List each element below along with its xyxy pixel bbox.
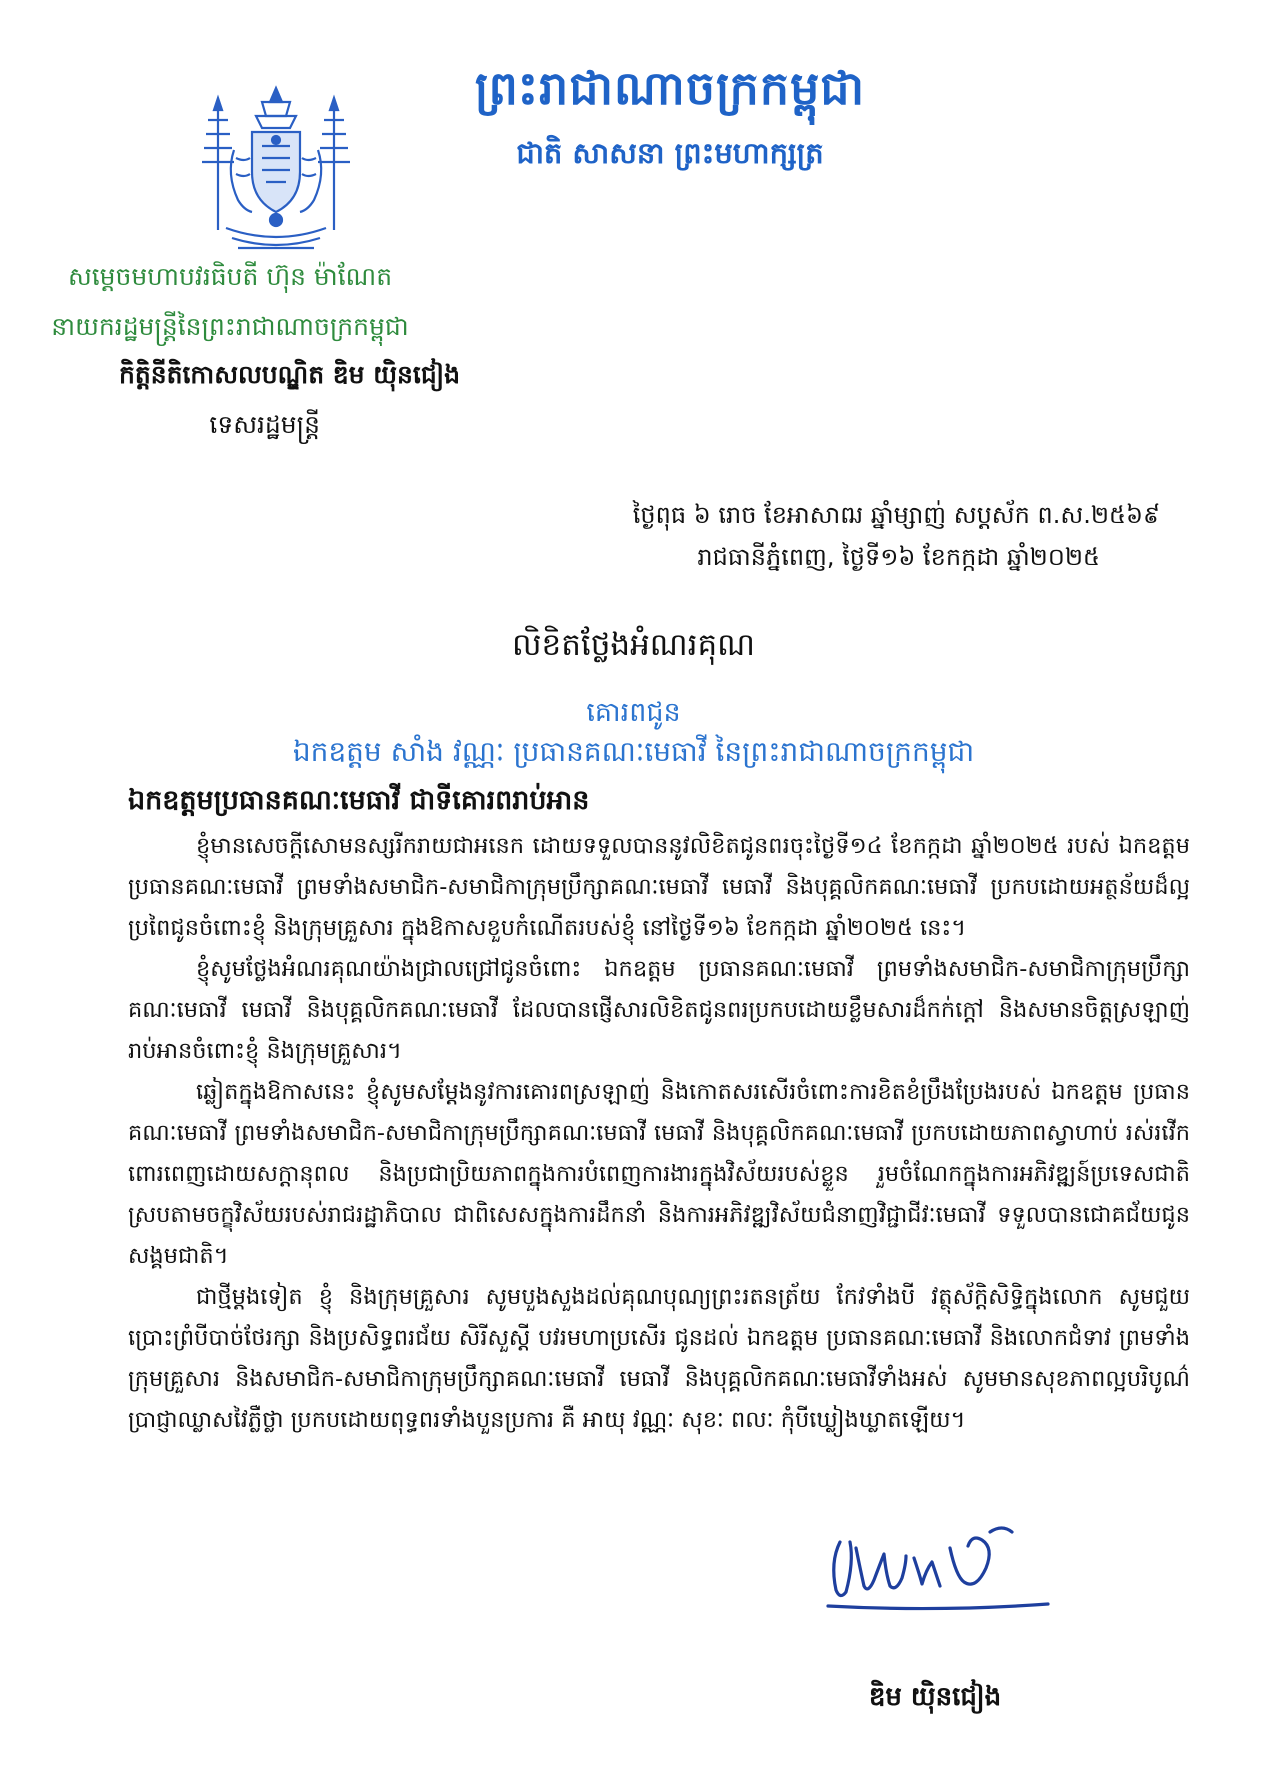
sender-prime-minister: សម្ដេចមហាបវរធិបតី ហ៊ុន ម៉ាណែត [67, 262, 393, 291]
recipient-name: ឯកឧត្តម សាំង វណ្ណៈ ប្រធានគណៈមេធាវី នៃព្រះរាជាណាចក្រកម្ពុជា [292, 735, 975, 768]
sender-minister-role: ទេសរដ្ឋមន្ត្រី [209, 410, 320, 439]
paragraph: ឆ្លៀតក្នុងឱកាសនេះ ខ្ញុំសូមសម្ដែងនូវការគោរពស្រឡាញ់ និងកោតសរសើរចំពោះការខិតខំប្រឹងប្រែងរបស់ ឯកឧត្តម ប្រធានគណៈមេធាវី ព្រមទាំងសមាជិក-សមាជិកាក្រុមប្រឹក្សាគណៈមេធាវី មេធាវី និងបុគ្គលិកគណៈមេធាវី ប្រកបដោយភាពស្វាហាប់ រស់រវើក ពោរពេញដោយសក្ដានុពល និងប្រជាប្រិយភាពក្នុងការបំពេញការងារក្នុងវិស័យរបស់ខ្លួន រួមចំណែកក្នុងការអភិវឌ្ឍន៍ប្រទេសជាតិ ស្របតាមចក្ខុវិស័យរបស់រាជរដ្ឋាភិបាល ជាពិសេសក្នុងការដឹកនាំ និងការអភិវឌ្ឍវិស័យជំនាញវិជ្ជាជីវៈមេធាវី ទទួលបានជោគជ័យជូនសង្គមជាតិ។ [128, 1079, 1190, 1269]
signer-name: ឌិម យ៉ិនជៀង [868, 1682, 1002, 1712]
salutation: ឯកឧត្តមប្រធានគណៈមេធាវី ជាទីគោរពរាប់អាន [128, 785, 590, 816]
sender-title: នាយករដ្ឋមន្ត្រីនៃព្រះរាជាណាចក្រកម្ពុជា [51, 312, 409, 341]
kingdom-title: ព្រះរាជាណាចក្រកម្ពុជា [474, 61, 866, 115]
royal-coat-of-arms-icon [196, 80, 356, 260]
document-title: លិខិតថ្លែងអំណរគុណ [512, 627, 755, 663]
paragraph: ខ្ញុំសូមថ្លែងអំណរគុណយ៉ាងជ្រាលជ្រៅជូនចំពោះ ឯកឧត្តម ប្រធានគណៈមេធាវី ព្រមទាំងសមាជិក-សមាជិកាក្រុមប្រឹក្សាគណៈមេធាវី មេធាវី និងបុគ្គលិកគណៈមេធាវី ដែលបានផ្ញើសារលិខិតជូនពរប្រកបដោយខ្លឹមសារដ៏កក់ក្ដៅ និងសមានចិត្តស្រឡាញ់រាប់អានចំពោះខ្ញុំ និងក្រុមគ្រួសារ។ [128, 956, 1190, 1064]
paragraph: ជាថ្មីម្ដងទៀត ខ្ញុំ និងក្រុមគ្រួសារ សូមបួងសួងដល់គុណបុណ្យព្រះរតនត្រ័យ កែវទាំងបី វត្ថុស័ក្តិសិទ្ធិក្នុងលោក សូមជួយប្រោះព្រំបីបាច់ថែរក្សា និងប្រសិទ្ធពរជ័យ សិរីសួស្ដី បវរមហាប្រសើរ ជូនដល់ ឯកឧត្តម ប្រធានគណៈមេធាវី និងលោកជំទាវ ព្រមទាំងក្រុមគ្រួសារ និងសមាជិក-សមាជិកាក្រុមប្រឹក្សាគណៈមេធាវី មេធាវី និងបុគ្គលិកគណៈមេធាវីទាំងអស់ សូមមានសុខភាពល្អបរិបូណ៌ ប្រាជ្ញាឈ្លាសវៃភ្លឺថ្លា ប្រកបដោយពុទ្ធពរទាំងបួនប្រការ គឺ អាយុ វណ្ណៈ សុខៈ ពលៈ កុំបីឃ្លៀងឃ្លាតឡើយ។ [128, 1284, 1190, 1433]
kingdom-motto: ជាតិ សាសនា ព្រះមហាក្សត្រ [516, 136, 824, 170]
lunar-date: ថ្ងៃពុធ ៦ រោច ខែអាសាឍ ឆ្នាំម្សាញ់ សប្តស័ក ព.ស.២៥៦៩ [632, 501, 1160, 529]
sender-minister-name: កិត្តិនីតិកោសលបណ្ឌិត ឌិម យ៉ិនជៀង [118, 360, 460, 389]
letter-body [128, 826, 1190, 1441]
solar-date: រាជធានីភ្នំពេញ, ថ្ងៃទី១៦ ខែកក្កដា ឆ្នាំ២០២៥ [697, 543, 1100, 571]
handwritten-signature [818, 1518, 1058, 1628]
paragraph: ខ្ញុំមានសេចក្ដីសោមនស្សរីករាយជាអនេក ដោយទទួលបាននូវលិខិតជូនពរចុះថ្ងៃទី១៤ ខែកក្កដា ឆ្នាំ២០២៥ របស់ ឯកឧត្តម ប្រធានគណៈមេធាវី ព្រមទាំងសមាជិក-សមាជិកាក្រុមប្រឹក្សាគណៈមេធាវី មេធាវី និងបុគ្គលិកគណៈមេធាវី ប្រកបដោយអត្ថន័យដ៏ល្អប្រពៃជូនចំពោះខ្ញុំ និងក្រុមគ្រួសារ ក្នុងឱកាសខួបកំណើតរបស់ខ្ញុំ នៅថ្ងៃទី១៦ ខែកក្កដា ឆ្នាំ២០២៥ នេះ។ [128, 833, 1190, 941]
recipient-label: គោរពជូន [586, 697, 681, 728]
